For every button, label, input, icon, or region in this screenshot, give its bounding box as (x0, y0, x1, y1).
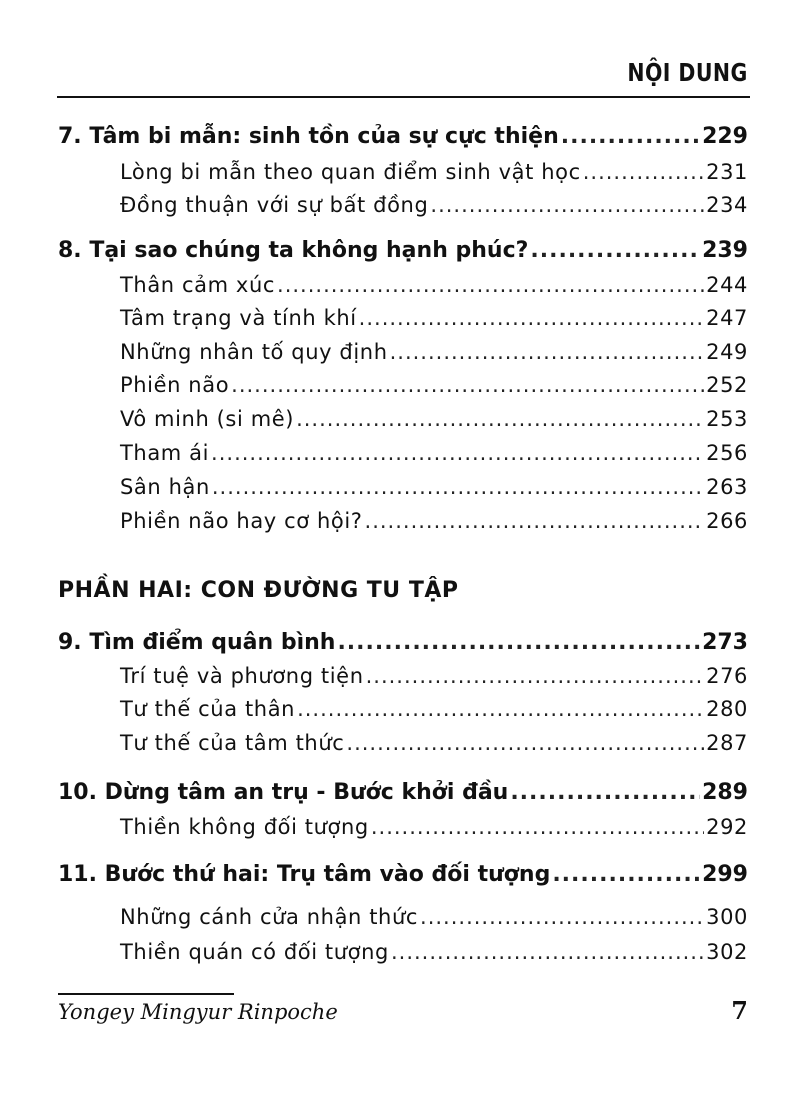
dot-leader (231, 373, 704, 397)
toc-section[interactable] (58, 815, 748, 839)
toc-entry-title: Thiền quán có đối tượng (120, 940, 389, 964)
dot-leader (371, 815, 704, 839)
dot-leader (430, 193, 704, 217)
dot-leader (552, 862, 700, 887)
dot-leader (420, 905, 704, 929)
toc-entry-title: Phiền não (120, 373, 230, 397)
toc-section[interactable] (58, 441, 748, 465)
toc-page-number: 292 (706, 815, 748, 839)
toc-page-number: 299 (702, 862, 748, 887)
dot-leader (212, 475, 704, 499)
dot-leader (296, 407, 704, 431)
toc-section[interactable] (58, 273, 748, 297)
page-number: 7 (731, 996, 748, 1025)
dot-leader (390, 340, 705, 364)
header-rule (57, 96, 750, 98)
footer-rule (58, 993, 234, 995)
dot-leader (583, 160, 704, 184)
toc-chapter-9[interactable] (58, 630, 748, 655)
toc-chapter-7[interactable] (58, 124, 748, 149)
toc-entry-title: Thiền không đối tượng (120, 815, 369, 839)
dot-leader (391, 940, 704, 964)
part-two-heading: PHẦN HAI: CON ĐƯỜNG TU TẬP (58, 578, 459, 603)
toc-page-number: 256 (706, 441, 748, 465)
toc-section[interactable] (58, 697, 748, 721)
toc-entry-title: Tham ái (120, 441, 210, 465)
toc-page-number: 234 (706, 193, 748, 217)
toc-entry-title: 10. Dừng tâm an trụ - Bước khởi đầu (58, 780, 509, 805)
toc-entry-title: 7. Tâm bi mẫn: sinh tồn của sự cực thiện (58, 124, 559, 149)
toc-page-number: 289 (702, 780, 748, 805)
dot-leader (297, 697, 704, 721)
toc-chapter-10[interactable] (58, 780, 748, 805)
toc-entry-title: Tâm trạng và tính khí (120, 306, 357, 330)
toc-page-number: 252 (706, 373, 748, 397)
dot-leader (561, 124, 700, 149)
toc-page-number: 266 (706, 509, 748, 533)
toc-page-number: 280 (706, 697, 748, 721)
toc-section[interactable] (58, 731, 748, 755)
toc-entry-title: Thân cảm xúc (120, 273, 276, 297)
dot-leader (211, 441, 704, 465)
toc-section[interactable] (58, 509, 748, 533)
dot-leader (366, 664, 705, 688)
toc-page-number: 302 (706, 940, 748, 964)
toc-entry-title: Những nhân tố quy định (120, 340, 388, 364)
toc-section[interactable] (58, 905, 748, 929)
toc-chapter-8[interactable] (58, 238, 748, 263)
toc-page-number: 287 (706, 731, 748, 755)
toc-section[interactable] (58, 407, 748, 431)
toc-entry-title: Lòng bi mẫn theo quan điểm sinh vật học (120, 160, 581, 184)
toc-entry-title: 9. Tìm điểm quân bình (58, 630, 336, 655)
toc-section[interactable] (58, 160, 748, 184)
dot-leader (365, 509, 705, 533)
toc-entry-title: 11. Bước thứ hai: Trụ tâm vào đối tượng (58, 862, 551, 887)
toc-entry-title: Vô minh (si mê) (120, 407, 295, 431)
toc-entry-title: Tư thế của tâm thức (120, 731, 345, 755)
toc-page-number: 244 (706, 273, 748, 297)
toc-page-number: 249 (706, 340, 748, 364)
toc-entry-title: Trí tuệ và phương tiện (120, 664, 364, 688)
toc-page-number: 229 (702, 124, 748, 149)
dot-leader (510, 780, 700, 805)
toc-chapter-11[interactable] (58, 862, 748, 887)
dot-leader (359, 306, 704, 330)
toc-entry-title: Phiền não hay cơ hội? (120, 509, 363, 533)
toc-page-number: 253 (706, 407, 748, 431)
toc-page-number: 247 (706, 306, 748, 330)
toc-page-number: 300 (706, 905, 748, 929)
toc-page-number: 273 (702, 630, 748, 655)
dot-leader (346, 731, 704, 755)
toc-entry-title: Đồng thuận với sự bất đồng (120, 193, 429, 217)
dot-leader (337, 630, 700, 655)
dot-leader (277, 273, 704, 297)
toc-page-number: 263 (706, 475, 748, 499)
toc-section[interactable] (58, 475, 748, 499)
toc-entry-title: Những cánh cửa nhận thức (120, 905, 419, 929)
toc-section[interactable] (58, 193, 748, 217)
toc-section[interactable] (58, 940, 748, 964)
section-title: NỘI DUNG (627, 58, 748, 87)
toc-section[interactable] (58, 340, 748, 364)
toc-entry-title: 8. Tại sao chúng ta không hạnh phúc? (58, 238, 529, 263)
toc-entry-title: Sân hận (120, 475, 210, 499)
dot-leader (530, 238, 700, 263)
toc-page-number: 239 (702, 238, 748, 263)
toc-page-number: 276 (706, 664, 748, 688)
footer-author: Yongey Mingyur Rinpoche (58, 1000, 338, 1024)
toc-section[interactable] (58, 373, 748, 397)
toc-section[interactable] (58, 306, 748, 330)
toc-page-number: 231 (706, 160, 748, 184)
toc-entry-title: Tư thế của thân (120, 697, 296, 721)
toc-section[interactable] (58, 664, 748, 688)
